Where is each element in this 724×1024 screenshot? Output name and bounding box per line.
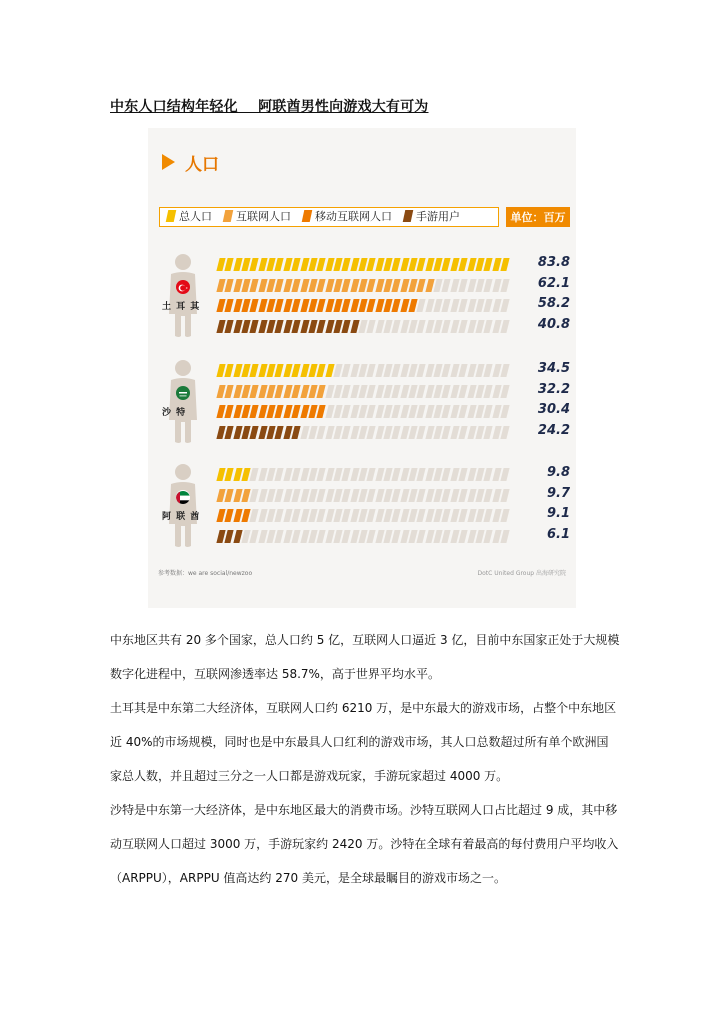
bar-segment-empty [467,320,476,333]
country-flag-icon-0 [176,280,190,294]
person-silhouette-icon [166,462,200,552]
chart-legend [159,207,570,229]
bar-segment-empty [367,385,376,398]
credit-note: DotC United Group 出海研究院 [477,570,566,577]
population-infographic [148,128,576,608]
bar-segment-empty [459,320,468,333]
bar-segment-empty [459,426,468,439]
bar-segment-empty [459,530,468,543]
bar-segment-filled [292,299,301,312]
bar-segment-empty [342,468,351,481]
bar-segment-filled [275,320,284,333]
legend-items [167,208,460,224]
data-label-0-3: 40.8 [537,316,570,332]
bar-segment-filled [342,320,351,333]
bar-segment-empty [459,385,468,398]
bar-segment-filled [225,530,234,543]
bar-segment-empty [317,426,326,439]
bar-0-1 [218,279,510,292]
bar-2-3 [218,530,510,543]
bar-segment-filled [300,385,309,398]
person-silhouette-icon [166,252,200,342]
bar-segment-filled [317,320,326,333]
country-flag-icon-1 [176,386,190,400]
bar-segment-empty [442,489,451,502]
bar-segment-filled [317,364,326,377]
bar-segment-empty [417,426,426,439]
legend-item-1 [224,208,291,224]
bar-segment-filled [250,279,259,292]
bar-segment-empty [442,530,451,543]
data-label-1-2: 30.4 [537,402,570,417]
bar-segment-empty [275,489,284,502]
bar-segment-filled [275,426,284,439]
bar-segment-empty [367,489,376,502]
bar-segment-filled [250,426,259,439]
bar-segment-empty [367,530,376,543]
legend-label-3: 手游用户 [416,210,460,223]
bar-segment-filled [225,509,234,522]
bar-segment-empty [392,320,401,333]
bar-segment-filled [342,299,351,312]
bar-segment-empty [292,489,301,502]
bar-1-1 [218,385,510,398]
bar-segment-filled [225,489,234,502]
bar-0-2 [218,299,510,312]
bar-segment-filled [392,299,401,312]
bar-segment-empty [467,385,476,398]
bar-segment-filled [500,258,509,271]
bar-segment-filled [300,320,309,333]
figure-heading [162,150,219,174]
legend-swatch-2 [302,210,313,222]
bar-segment-filled [392,279,401,292]
bar-segment-empty [367,320,376,333]
bar-segment-empty [459,509,468,522]
bar-segment-filled [417,279,426,292]
bar-segment-empty [317,530,326,543]
bar-segment-filled [225,426,234,439]
source-note: 参考数据：we are social/newzoo [158,570,253,577]
bar-segment-empty [292,468,301,481]
bar-segment-filled [292,258,301,271]
bar-segment-empty [467,489,476,502]
bar-segment-empty [500,320,509,333]
bar-segment-filled [292,385,301,398]
data-label-2-1: 9.7 [546,485,570,501]
bar-segment-empty [442,385,451,398]
bar-segment-empty [459,489,468,502]
country-label-0: 土 耳 其 [162,302,201,312]
bar-segment-empty [467,279,476,292]
bar-segment-filled [225,405,234,418]
bar-segment-filled [317,385,326,398]
bar-segment-filled [484,258,493,271]
bar-segment-filled [292,320,301,333]
bar-segment-empty [392,364,401,377]
data-label-0-0: 83.8 [537,255,570,270]
bar-segment-empty [500,405,509,418]
country-flag-icon-2 [176,490,190,504]
bar-segment-filled [367,258,376,271]
bar-segment-empty [467,426,476,439]
bar-segment-empty [484,509,493,522]
bar-segment-empty [292,509,301,522]
bar-segment-filled [392,258,401,271]
bar-segment-filled [250,385,259,398]
bar-1-0 [218,364,510,377]
bar-segment-filled [275,279,284,292]
bar-segment-empty [342,385,351,398]
legend-item-2 [303,208,392,224]
paragraph-turkey: 土耳其是中东第二大经济体，互联网人口约 6210 万，是中东最大的游戏市场，占整个中东地区近 40%的市场规模，同时也是中东最具人口红利的游戏市场，其人口总数超过所有单个欧洲国家总人数，并且超过三分之一人口都是游戏玩家，手游玩家超过 4000 万。 [110,701,617,783]
bar-segment-empty [317,509,326,522]
bar-segment-empty [500,468,509,481]
bar-segment-empty [459,364,468,377]
bar-segment-empty [484,279,493,292]
bar-segment-empty [300,489,309,502]
data-label-2-0: 9.8 [546,465,570,480]
bar-segment-empty [342,489,351,502]
bar-segment-empty [459,279,468,292]
bar-segment-empty [500,509,509,522]
bar-segment-filled [317,299,326,312]
bar-segment-empty [367,405,376,418]
bar-segment-filled [300,279,309,292]
person-silhouette-icon [166,358,200,448]
bar-segment-empty [500,279,509,292]
bar-0-3 [218,320,510,333]
country-label-2: 阿 联 酋 [162,512,201,522]
bar-segment-filled [342,258,351,271]
legend-label-2: 移动互联网人口 [315,210,392,223]
bar-segment-filled [225,279,234,292]
bar-segment-empty [392,530,401,543]
bar-segment-filled [292,364,301,377]
bar-segment-filled [317,405,326,418]
bar-segment-empty [417,385,426,398]
play-triangle-icon [162,154,175,170]
bar-segment-empty [484,405,493,418]
bar-segment-empty [500,489,509,502]
bar-segment-empty [442,279,451,292]
bar-2-1 [218,489,510,502]
bar-segment-empty [317,468,326,481]
legend-swatch-3 [403,210,414,222]
legend-label-0: 总人口 [179,210,212,223]
data-label-2-2: 9.1 [546,506,570,521]
bar-segment-empty [342,405,351,418]
figure-heading-text: 人口 [185,154,219,175]
bar-segment-empty [367,468,376,481]
data-label-1-0: 34.5 [537,361,570,376]
bar-segment-empty [275,530,284,543]
bar-segment-filled [225,258,234,271]
bar-segment-empty [392,385,401,398]
legend-swatch-1 [223,210,234,222]
bar-segment-empty [500,530,509,543]
bar-1-2 [218,405,510,418]
bar-segment-filled [317,258,326,271]
bar-segment-filled [317,279,326,292]
bar-segment-filled [367,299,376,312]
bar-segment-empty [392,426,401,439]
bar-segment-empty [442,426,451,439]
paragraph-mideast-overview: 中东地区共有 20 多个国家，总人口约 5 亿，互联网人口逼近 3 亿，目前中东国家正处于大规模数字化进程中，互联网渗透率达 58.7%，高于世界平均水平。 [110,633,620,681]
bar-segment-empty [484,530,493,543]
unit-badge: 单位：百万 [506,207,570,227]
bar-segment-filled [250,320,259,333]
bar-segment-empty [467,530,476,543]
bar-segment-empty [367,426,376,439]
bar-segment-filled [292,405,301,418]
data-label-1-1: 32.2 [537,381,570,397]
data-label-0-1: 62.1 [537,275,570,291]
bar-segment-empty [300,426,309,439]
bar-segment-empty [417,530,426,543]
paragraph-saudi: 沙特是中东第一大经济体，是中东地区最大的消费市场。沙特互联网人口占比超过 9 成，其中移动互联网人口超过 3000 万，手游玩家约 2420 万。沙特在全球有着最高的每付费用户平均收入（ARPPU），ARPPU 值高达约 270 美元，是全球最瞩目的游戏市场之一。 [110,803,619,885]
legend-swatch-0 [166,210,177,222]
bar-segment-empty [484,299,493,312]
bar-2-0 [218,468,510,481]
bar-segment-empty [392,405,401,418]
bar-segment-empty [500,426,509,439]
bar-segment-filled [342,279,351,292]
bar-segment-empty [500,385,509,398]
bar-segment-empty [392,509,401,522]
bar-segment-empty [250,530,259,543]
data-label-0-2: 58.2 [537,296,570,311]
bar-segment-filled [225,320,234,333]
data-label-2-3: 6.1 [546,526,570,542]
data-label-1-3: 24.2 [537,422,570,438]
bar-segment-empty [459,468,468,481]
bar-segment-filled [225,385,234,398]
bar-segment-filled [225,468,234,481]
bar-segment-empty [367,509,376,522]
bar-segment-filled [275,385,284,398]
bar-segment-empty [392,468,401,481]
bar-segment-filled [459,258,468,271]
document-title: 中东人口结构年轻化 阿联酋男性向游戏大有可为 [110,99,429,115]
bar-segment-filled [225,299,234,312]
bar-segment-empty [417,489,426,502]
bar-segment-empty [484,426,493,439]
bar-segment-empty [417,320,426,333]
bar-segment-filled [367,279,376,292]
bar-segment-empty [442,320,451,333]
bar-segment-empty [342,426,351,439]
bar-segment-empty [500,299,509,312]
bar-segment-filled [292,279,301,292]
legend-label-1: 互联网人口 [236,210,291,223]
bar-segment-empty [459,405,468,418]
bar-1-3 [218,426,510,439]
bar-segment-empty [484,364,493,377]
bar-segment-empty [459,299,468,312]
bar-segment-empty [367,364,376,377]
bar-segment-empty [500,364,509,377]
bar-segment-filled [292,426,301,439]
bar-2-2 [218,509,510,522]
bar-segment-empty [342,530,351,543]
bar-segment-empty [292,530,301,543]
bar-segment-empty [300,530,309,543]
bar-segment-empty [317,489,326,502]
bar-segment-empty [484,320,493,333]
bar-segment-empty [392,489,401,502]
bar-segment-empty [484,468,493,481]
bar-segment-empty [484,489,493,502]
bar-segment-empty [250,489,259,502]
bar-segment-empty [484,385,493,398]
country-label-1: 沙 特 [162,408,187,418]
bar-0-0 [218,258,510,271]
legend-item-0 [167,208,212,224]
bar-segment-empty [342,509,351,522]
bar-segment-empty [342,364,351,377]
bar-segment-filled [225,364,234,377]
legend-item-3 [404,208,460,224]
